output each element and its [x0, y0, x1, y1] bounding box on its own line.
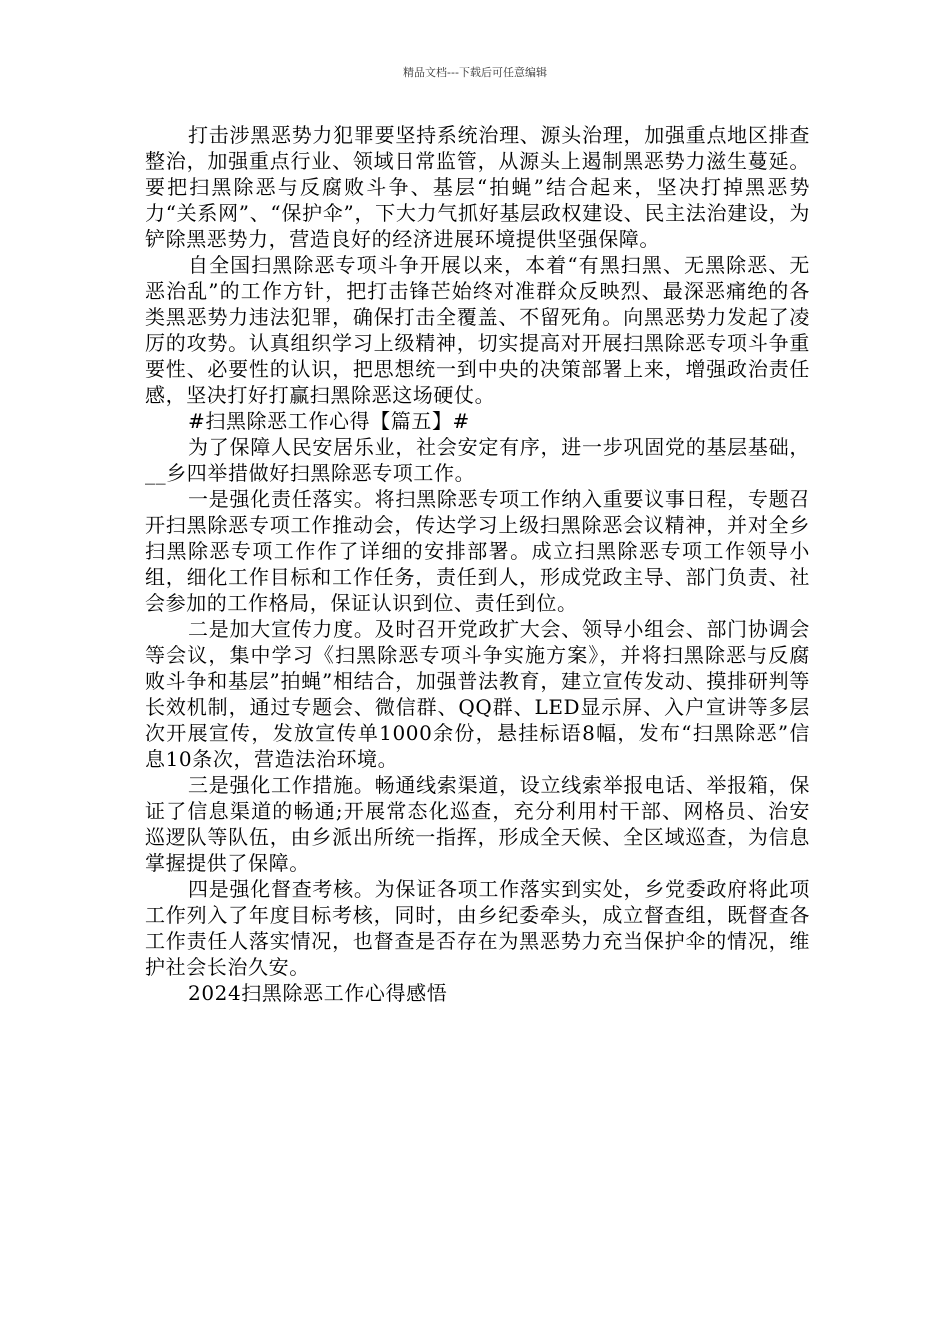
paragraph: 打击涉黑恶势力犯罪要坚持系统治理、源头治理，加强重点地区排查整治，加强重点行业、领域日常监管，从源头上遏制黑恶势力滋生蔓延。要把扫黑除恶与反腐败斗争、基层“拍蝇”结合起来，坚决打掉黑恶势力“关系网”、“保护伞”，下大力气抓好基层政权建设、民主法治建设，为铲除黑恶势力，营造良好的经济进展环境提供坚强保障。 — [145, 123, 810, 251]
paragraph: 二是加大宣传力度。及时召开党政扩大会、领导小组会、部门协调会等会议，集中学习《扫黑除恶专项斗争实施方案》，并将扫黑除恶与反腐败斗争和基层”拍蝇”相结合，加强普法教育，建立宣传发动、摸排研判等长效机制，通过专题会、微信群、QQ群、LED显示屏、入户宣讲等多层次开展宣传，发放宣传单1000余份，悬挂标语8幅，发布“扫黑除恶”信息10条次，营造法治环境。 — [145, 617, 810, 771]
paragraph: 自全国扫黑除恶专项斗争开展以来，本着“有黑扫黑、无黑除恶、无恶治乱”的工作方针，把打击锋芒始终对准群众反映烈、最深恶痛绝的各类黑恶势力违法犯罪，确保打击全覆盖、不留死角。向黑恶势力发起了凌厉的攻势。认真组织学习上级精神，切实提高对开展扫黑除恶专项斗争重要性、必要性的认识，把思想统一到中央的决策部署上来，增强政治责任感，坚决打好打赢扫黑除恶这场硬仗。 — [145, 253, 810, 407]
paragraph: 一是强化责任落实。将扫黑除恶专项工作纳入重要议事日程，专题召开扫黑除恶专项工作推动会，传达学习上级扫黑除恶会议精神，并对全乡扫黑除恶专项工作作了详细的安排部署。成立扫黑除恶专项工作领导小组，细化工作目标和工作任务，责任到人，形成党政主导、部门负责、社会参加的工作格局，保证认识到位、责任到位。 — [145, 487, 810, 615]
document-body — [145, 122, 810, 1006]
paragraph: 为了保障人民安居乐业，社会安定有序，进一步巩固党的基层基础，__乡四举措做好扫黑除恶专项工作。 — [145, 435, 810, 485]
section-heading: #扫黑除恶工作心得【篇五】# — [188, 409, 470, 433]
paragraph: 四是强化督查考核。为保证各项工作落实到实处，乡党委政府将此项工作列入了年度目标考核，同时，由乡纪委牵头，成立督查组，既督查各工作责任人落实情况，也督查是否存在为黑恶势力充当保护伞的情况，维护社会长治久安。 — [145, 877, 810, 979]
page-header: 精品文档---下载后可任意编辑 — [403, 66, 547, 79]
closing-title: 2024扫黑除恶工作心得感悟 — [188, 981, 448, 1005]
paragraph: 三是强化工作措施。畅通线索渠道，设立线索举报电话、举报箱，保证了信息渠道的畅通;开展常态化巡查，充分利用村干部、网格员、治安巡逻队等队伍，由乡派出所统一指挥，形成全天候、全区域巡查，为信息掌握提供了保障。 — [145, 773, 810, 875]
